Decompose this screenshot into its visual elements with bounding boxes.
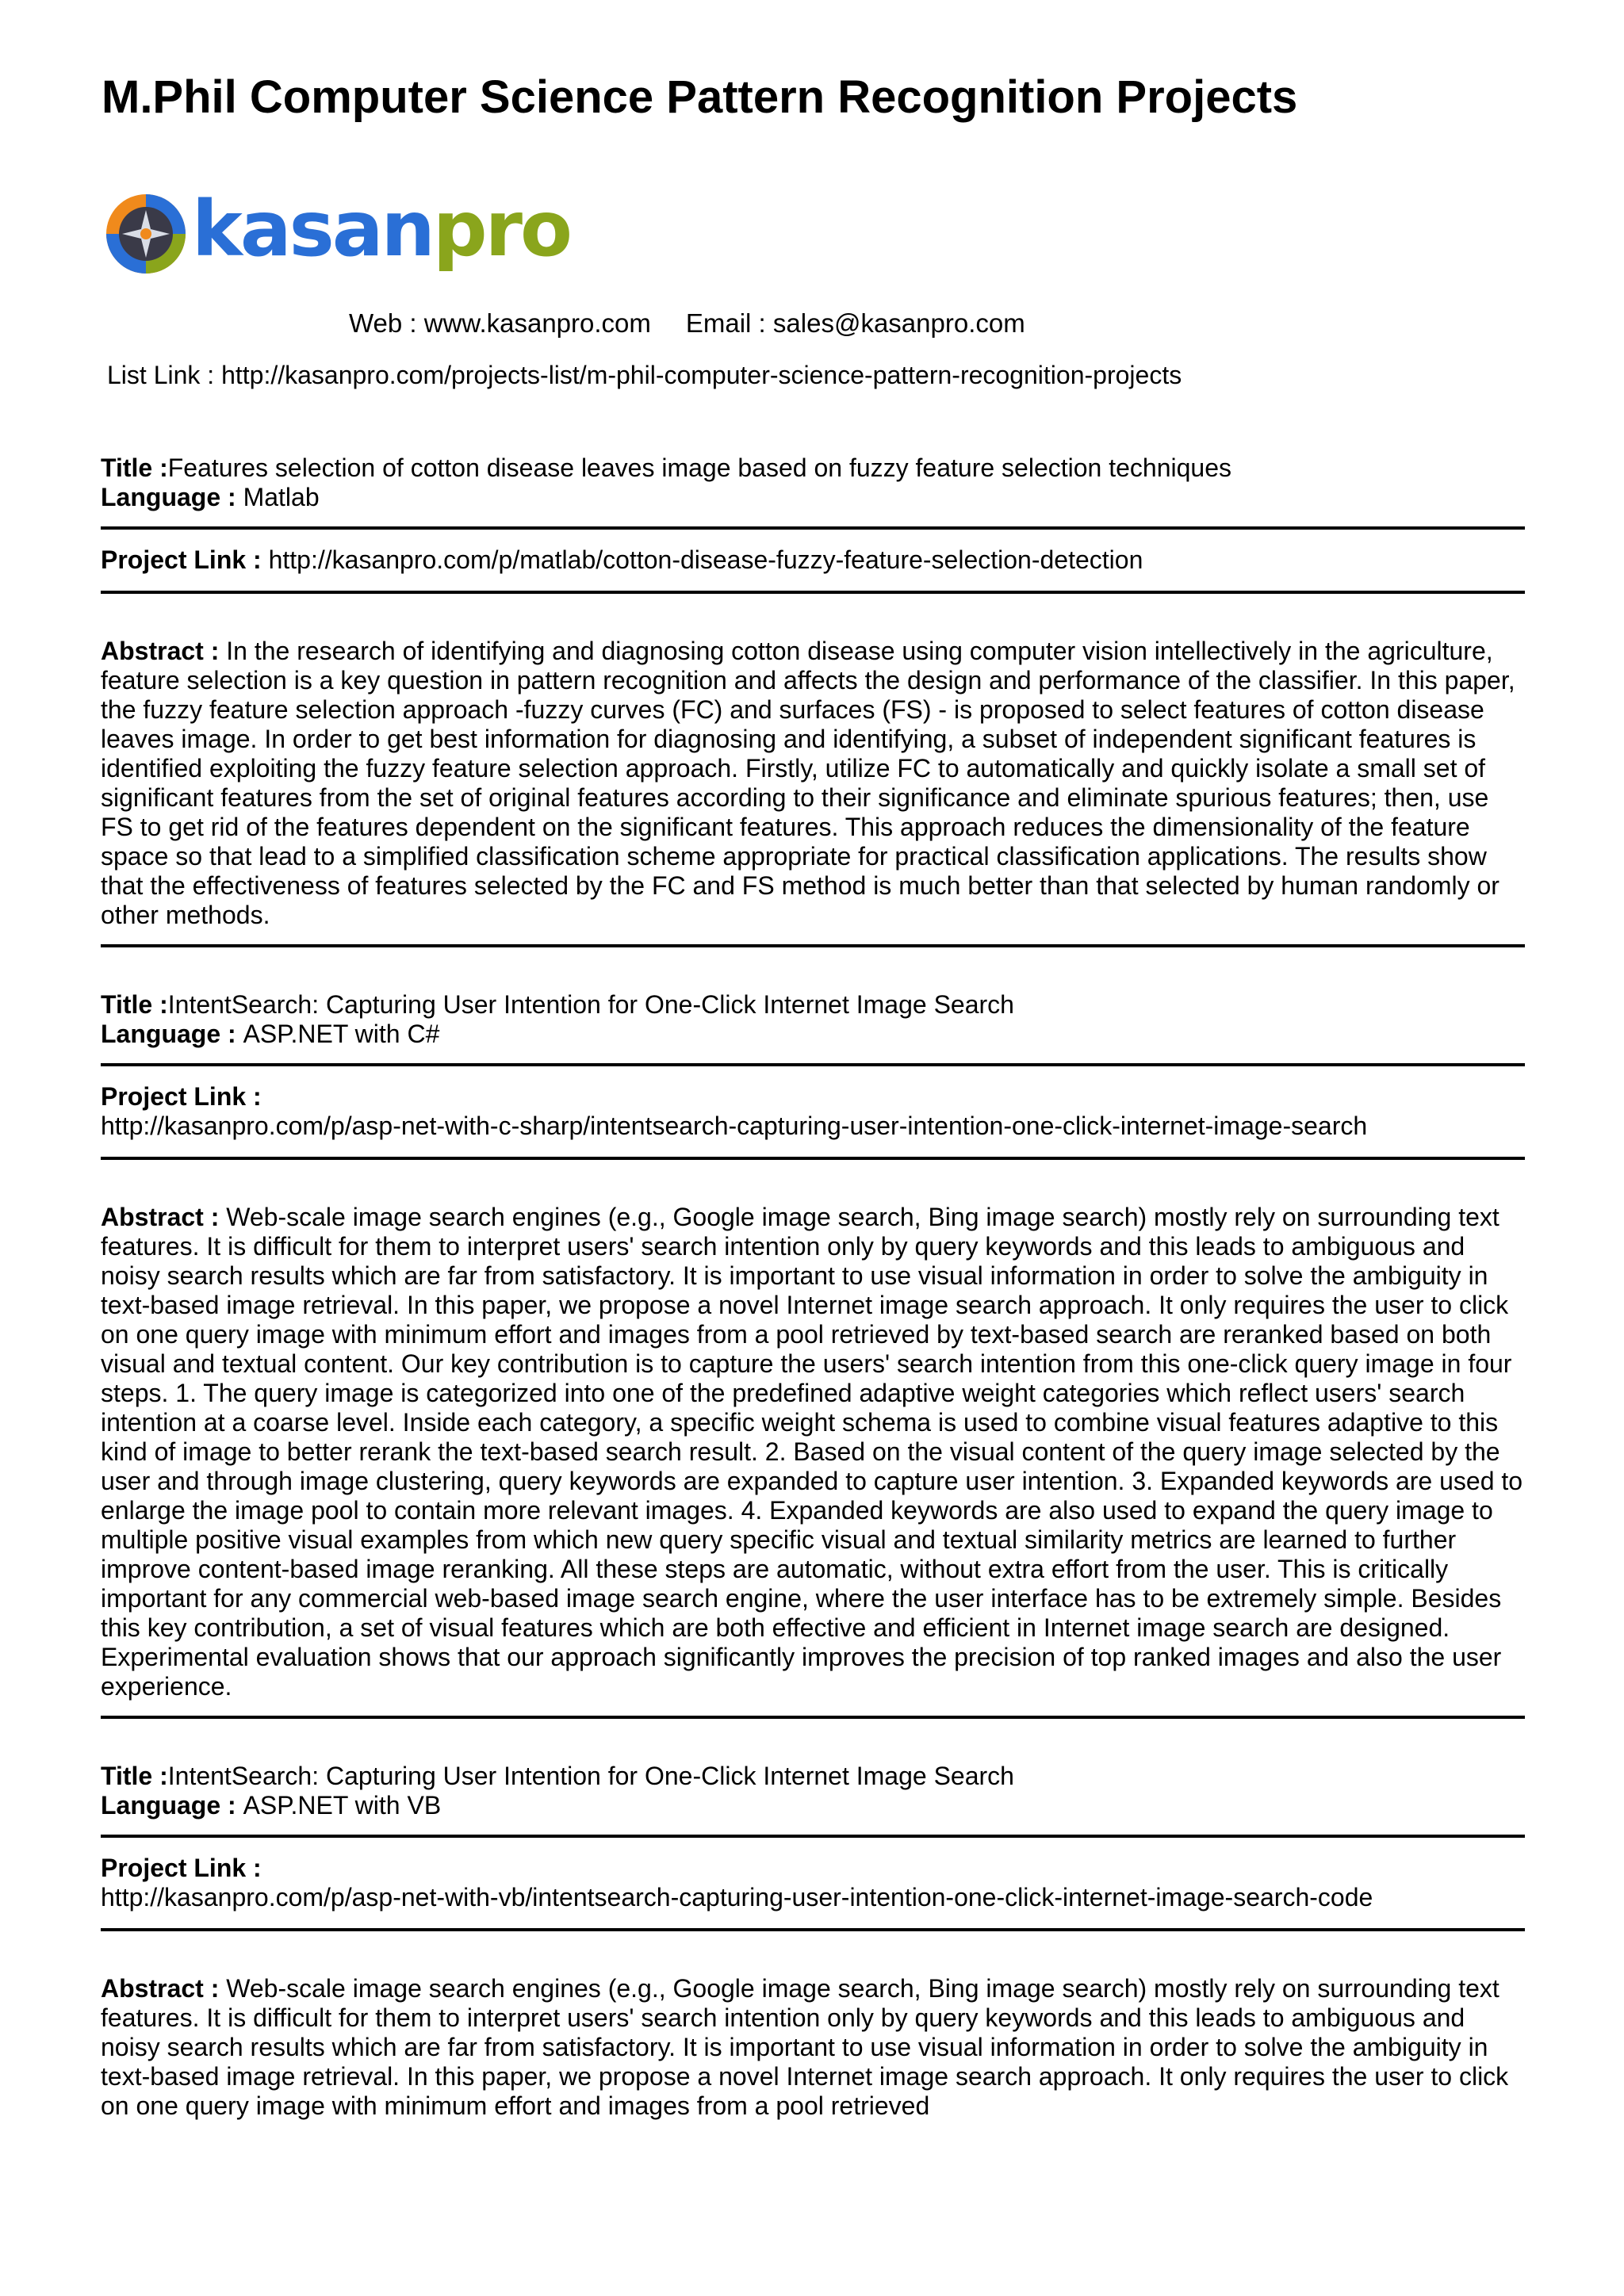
project-abstract: Abstract : Web-scale image search engines (e.g., Google image search, Bing image search) mostly rely on surrounding text features. It is difficult for them to interpret users' search intention only by query keywords and this leads to ambiguous and noisy search results which are far from satisfactory. It is important to use visual information in order to solve the ambiguity in text-based image retrieval. In this paper, we propose a novel Internet image search approach. It only requires the user to click on one query image with minimum effort and images from a pool retrieved bbox=[101, 1974, 1509, 2120]
project-abstract: Abstract : In the research of identifying and diagnosing cotton disease using computer vision intellectively in the agriculture, feature selection is a key question in pattern recognition and affects the design and performance of the classifier. In this paper, the fuzzy feature selection approach -fuzzy curves (FC) and surfaces (FS) - is proposed to select features of cotton disease leaves image. In order to get best information for diagnosing and identifying, a subset of independent significant features is identified exploiting the fuzzy feature selection approach. Firstly, utilize FC to automatically and quickly isolate a small set of significant features from the set of original features according to their significance and eliminate spurious features; then, use FS to get rid of the features dependent on the significant features. This approach reduces the dimensionality of the feature space so that lead to a simplified classification scheme appropriate for practical classification applications. The results show that the effectiveness of features selected by the FC and FS method is much better than that selected by human randomly or other methods. bbox=[101, 637, 1515, 929]
list-link-label: List Link : bbox=[107, 361, 222, 389]
page-title: M.Phil Computer Science Pattern Recognition Projects bbox=[102, 71, 1298, 123]
project-link[interactable]: http://kasanpro.com/p/matlab/cotton-disease-fuzzy-feature-selection-detection bbox=[268, 545, 1143, 574]
abstract-text: Web-scale image search engines (e.g., Google image search, Bing image search) mostly rely on surrounding text features. It is difficult for them to interpret users' search intention only by query keywords and this leads to ambiguous and noisy search results which are far from satisfactory. It is important to use visual information in order to solve the ambiguity in text-based image retrieval. In this paper, we propose a novel Internet image search approach. It only requires the user to click on one query image with minimum effort and images from a pool retrieved by text-based search are reranked based on both visual and textual content. Our key contribution is to capture the users' search intention from this one-click query image in four steps. 1. The query image is categorized into one of the predefined adaptive weight categories which reflect users' search intention at a coarse level. Inside each category, a specific weight schema is used to combine visual features adaptive to this kind of image to better rerank the text-based search result. 2. Based on the visual content of the query image selected by the user and through image clustering, query keywords are expanded to capture user intention. 3. Expanded keywords are used to enlarge the image pool to contain more relevant images. 4. Expanded keywords are also used to expand the query image to multiple positive visual examples from which new query specific visual and textual similarity metrics are learned to further improve content-based image reranking. All these steps are automatic, without extra effort from the user. This is critically important for any commercial web-based image search engine, where the user interface has to be extremely simple. Besides this key contribution, a set of visual features which are both effective and efficient in Internet image search are designed. Experimental evaluation shows that our approach significantly improves the precision of top ranked images and also the user experience. bbox=[101, 1203, 1523, 1701]
abstract-text: In the research of identifying and diagnosing cotton disease using computer vision intellectively in the agriculture, feature selection is a key question in pattern recognition and affects the design and performance of the classifier. In this paper, the fuzzy feature selection approach -fuzzy curves (FC) and surfaces (FS) - is proposed to select features of cotton disease leaves image. In order to get best information for diagnosing and identifying, a subset of independent significant features is identified exploiting the fuzzy feature selection approach. Firstly, utilize FC to automatically and quickly isolate a small set of significant features from the set of original features according to their significance and eliminate spurious features; then, use FS to get rid of the features dependent on the significant features. This approach reduces the dimensionality of the feature space so that lead to a simplified classification scheme appropriate for practical classification applications. The results show that the effectiveness of features selected by the FC and FS method is much better than that selected by human randomly or other methods. bbox=[101, 637, 1515, 929]
web-link[interactable]: www.kasanpro.com bbox=[423, 308, 651, 338]
project-title: IntentSearch: Capturing User Intention for One-Click Internet Image Search bbox=[167, 1762, 1014, 1790]
project-language-line: Language : ASP.NET with VB bbox=[101, 1791, 442, 1820]
project-link-line: Project Link : http://kasanpro.com/p/matlab/cotton-disease-fuzzy-feature-selection-detection bbox=[101, 545, 1143, 574]
project-link[interactable]: http://kasanpro.com/p/asp-net-with-vb/intentsearch-capturing-user-intention-one-click-internet-image-search-code bbox=[101, 1883, 1373, 1911]
web-label: Web : bbox=[349, 308, 424, 338]
kasanpro-logo bbox=[105, 185, 570, 277]
kasanpro-emblem-icon bbox=[105, 193, 187, 275]
list-link-line bbox=[107, 359, 1182, 391]
list-link-url[interactable]: http://kasanpro.com/projects-list/m-phil-computer-science-pattern-recognition-projects bbox=[221, 361, 1182, 389]
project-entry bbox=[101, 453, 1525, 947]
project-title-line: Title :IntentSearch: Capturing User Intention for One-Click Internet Image Search bbox=[101, 990, 1014, 1019]
email-label: Email : bbox=[685, 308, 773, 338]
project-link-line: Project Link : http://kasanpro.com/p/asp-net-with-vb/intentsearch-capturing-user-intention-one-click-internet-image-search-code bbox=[101, 1854, 1373, 1911]
project-title-line: Title :Features selection of cotton disease leaves image based on fuzzy feature selection techniques bbox=[101, 453, 1231, 482]
project-language: Matlab bbox=[243, 483, 320, 511]
project-title-line: Title :IntentSearch: Capturing User Intention for One-Click Internet Image Search bbox=[101, 1762, 1014, 1790]
projects-list bbox=[101, 453, 1525, 2121]
project-link[interactable]: http://kasanpro.com/p/asp-net-with-c-sharp/intentsearch-capturing-user-intention-one-click-internet-image-search bbox=[101, 1112, 1368, 1140]
project-language-line: Language : ASP.NET with C# bbox=[101, 1020, 440, 1048]
abstract-text: Web-scale image search engines (e.g., Google image search, Bing image search) mostly rely on surrounding text features. It is difficult for them to interpret users' search intention only by query keywords and this leads to ambiguous and noisy search results which are far from satisfactory. It is important to use visual information in order to solve the ambiguity in text-based image retrieval. In this paper, we propose a novel Internet image search approach. It only requires the user to click on one query image with minimum effort and images from a pool retrieved bbox=[101, 1974, 1509, 2120]
project-abstract: Abstract : Web-scale image search engines (e.g., Google image search, Bing image search) mostly rely on surrounding text features. It is difficult for them to interpret users' search intention only by query keywords and this leads to ambiguous and noisy search results which are far from satisfactory. It is important to use visual information in order to solve the ambiguity in text-based image retrieval. In this paper, we propose a novel Internet image search approach. It only requires the user to click on one query image with minimum effort and images from a pool retrieved by text-based search are reranked based on both visual and textual content. Our key contribution is to capture the users' search intention from this one-click query image in four steps. 1. The query image is categorized into one of the predefined adaptive weight categories which reflect users' search intention at a coarse level. Inside each category, a specific weight schema is used to combine visual features adaptive to this kind of image to better rerank the text-based search result. 2. Based on the visual content of the query image selected by the user and through image clustering, query keywords are expanded to capture user intention. 3. Expanded keywords are used to enlarge the image pool to contain more relevant images. 4. Expanded keywords are also used to expand the query image to multiple positive visual examples from which new query specific visual and textual similarity metrics are learned to further improve content-based image reranking. All these steps are automatic, without extra effort from the user. This is critically important for any commercial web-based image search engine, where the user interface has to be extremely simple. Besides this key contribution, a set of visual features which are both effective and efficient in Internet image search are designed. Experimental evaluation shows that our approach significantly improves the precision of top ranked images and also the user experience. bbox=[101, 1203, 1523, 1701]
project-title: IntentSearch: Capturing User Intention for One-Click Internet Image Search bbox=[167, 990, 1014, 1019]
project-language: ASP.NET with C# bbox=[243, 1020, 440, 1048]
project-entry bbox=[101, 1719, 1525, 2121]
project-language-line: Language : Matlab bbox=[101, 483, 320, 511]
project-link-line: Project Link : http://kasanpro.com/p/asp-net-with-c-sharp/intentsearch-capturing-user-intention-one-click-internet-image-search bbox=[101, 1082, 1368, 1140]
contact-line bbox=[349, 308, 1025, 339]
project-language: ASP.NET with VB bbox=[243, 1791, 442, 1820]
logo-wordmark: kasanpro bbox=[192, 185, 570, 274]
project-title: Features selection of cotton disease leaves image based on fuzzy feature selection techniques bbox=[167, 453, 1231, 482]
email-link[interactable]: sales@kasanpro.com bbox=[772, 308, 1025, 338]
project-entry bbox=[101, 947, 1525, 1719]
